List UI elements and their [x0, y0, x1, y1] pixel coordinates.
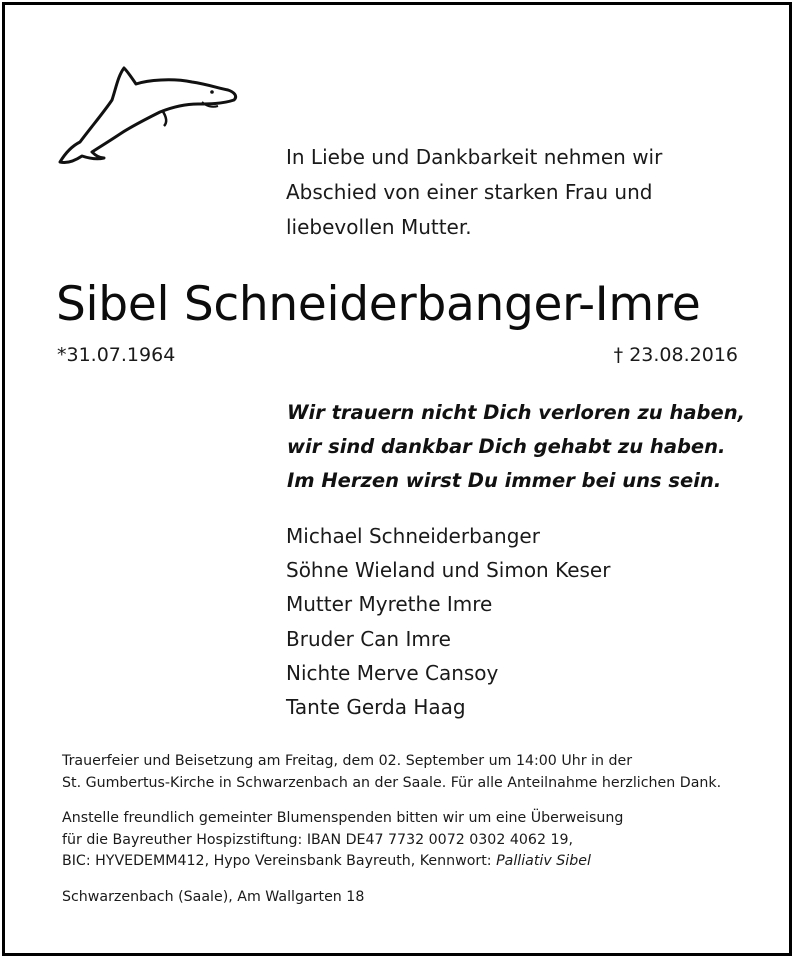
donation-line [62, 851, 762, 873]
donation-line: Anstelle freundlich gemeinter Blumenspenden bitten wir um eine Überweisung [62, 810, 624, 826]
address: Schwarzenbach (Saale), Am Wallgarten 18 [62, 889, 365, 905]
verse-line: Wir trauern nicht Dich verloren zu haben, [287, 401, 745, 424]
ceremony-notice [62, 751, 762, 794]
mourner: Tante Gerda Haag [286, 695, 466, 720]
death-date: † 23.08.2016 [613, 344, 738, 366]
mourner: Nichte Merve Cansoy [286, 660, 499, 685]
mourner: Bruder Can Imre [286, 626, 451, 651]
donation-keyword: Palliativ Sibel [496, 853, 591, 869]
intro-text [286, 140, 746, 245]
intro-line: Abschied von einer starken Frau und [286, 180, 653, 204]
verse-line: Im Herzen wirst Du immer bei uns sein. [287, 469, 722, 492]
deceased-name: Sibel Schneiderbanger-Imre [56, 277, 701, 332]
dolphin-icon [52, 60, 242, 170]
memorial-verse [287, 396, 767, 498]
donation-notice [62, 808, 762, 873]
mourner: Mutter Myrethe Imre [286, 592, 493, 617]
mourners-list [286, 519, 706, 724]
ceremony-line: St. Gumbertus-Kirche in Schwarzenbach an der Saale. Für alle Anteilnahme herzlichen Dank. [62, 774, 722, 791]
birth-date: *31.07.1964 [57, 344, 176, 366]
mourner: Söhne Wieland und Simon Keser [286, 558, 611, 583]
mourner: Michael Schneiderbanger [286, 524, 540, 548]
intro-line: In Liebe und Dankbarkeit nehmen wir [286, 145, 663, 169]
verse-line: wir sind dankbar Dich gehabt zu haben. [287, 435, 726, 458]
donation-bank-details: BIC: HYVEDEMM412, Hypo Vereinsbank Bayreuth, Kennwort: [62, 853, 497, 869]
intro-line: liebevollen Mutter. [286, 215, 472, 239]
donation-line: für die Bayreuther Hospizstiftung: IBAN DE47 7732 0072 0302 4062 19, [62, 831, 574, 848]
ceremony-line: Trauerfeier und Beisetzung am Freitag, dem 02. September um 14:00 Uhr in der [62, 753, 633, 769]
